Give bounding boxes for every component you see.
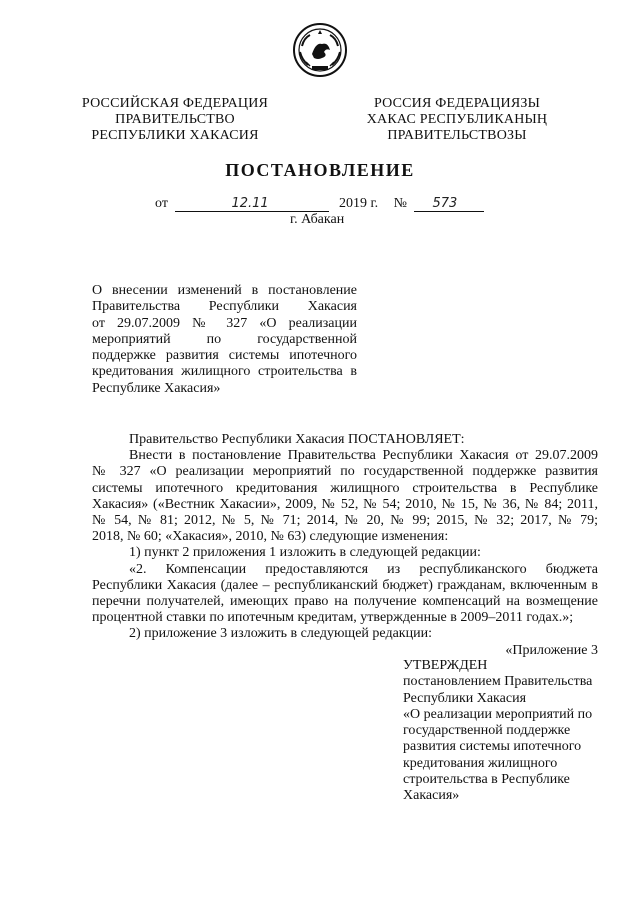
subject-line: поддержке развития системы ипотечного	[92, 348, 357, 364]
from-label: от	[155, 196, 168, 211]
header-left	[80, 96, 270, 144]
document-title: ПОСТАНОВЛЕНИЕ	[225, 160, 415, 180]
subject-line: О внесении изменений в постановление	[92, 283, 357, 298]
header-right-line: ХАКАС РЕСПУБЛИКАНЫҢ	[366, 112, 548, 127]
para2-line: процентной ставки по ипотечным кредитам, утвержденные в 2009–2011 годах.»;	[92, 610, 574, 626]
approval-line: кредитования жилищного	[403, 755, 558, 771]
approval-line: «О реализации мероприятий по	[403, 706, 593, 722]
date-field	[175, 196, 329, 212]
approval-line: Хакасия»	[403, 788, 460, 804]
approval-line: Республики Хакасия	[403, 690, 527, 706]
appendix-label: «Приложение 3	[505, 642, 598, 658]
header-right-line: ПРАВИТЕЛЬСТВОЗЫ	[387, 128, 527, 143]
coat-of-arms-icon	[292, 22, 348, 78]
approval-line: развития системы ипотечного	[403, 739, 582, 755]
approval-block	[403, 658, 603, 805]
approval-line: УТВЕРЖДЕН	[403, 658, 488, 673]
header-left-line: ПРАВИТЕЛЬСТВО	[115, 112, 235, 127]
approval-line: строительства в Республике	[403, 772, 570, 788]
subject-line: мероприятий по государственной	[92, 331, 357, 347]
header-right-line: РОССИЯ ФЕДЕРАЦИЯЗЫ	[373, 96, 541, 111]
para2-line: «2. Компенсации предоставляются из республиканского бюджета	[129, 561, 598, 577]
subject-line: кредитования жилищного строительства в	[92, 364, 357, 380]
decree-line: Правительство Республики Хакасия ПОСТАНОВЛЯЕТ:	[129, 432, 465, 447]
subject-line: Республике Хакасия»	[92, 380, 221, 396]
handwritten-date: 12.11	[231, 196, 269, 211]
subject-line: Правительства Республики Хакасия	[92, 299, 357, 315]
header-right	[362, 96, 552, 144]
number-label: №	[393, 196, 407, 211]
para1-line: № 54, № 81; 2012, № 5, № 71; 2014, № 20, № 99; 2015, № 32; 2017, № 79;	[92, 513, 598, 529]
para1-line: Хакасия» («Вестник Хакасии», 2009, № 52, № 54; 2010, № 15, № 36, № 84; 2011,	[92, 496, 598, 512]
item2-line: 2) приложение 3 изложить в следующей редакции:	[129, 626, 432, 642]
header-left-line: РЕСПУБЛИКИ ХАКАСИЯ	[91, 128, 259, 143]
para1-line: системы ипотечного кредитования жилищного строительства в Республике	[92, 480, 598, 496]
year-label: 2019 г.	[338, 196, 379, 211]
handwritten-number: 573	[432, 196, 458, 211]
para1-line: № 327 «О реализации мероприятий по государственной поддержке развития	[92, 464, 598, 480]
para2-line: Республики Хакасия (далее – республиканский бюджет) гражданам, включенным в	[92, 577, 598, 593]
approval-line: государственной поддержке	[403, 723, 571, 739]
header-left-line: РОССИЙСКАЯ ФЕДЕРАЦИЯ	[81, 96, 269, 111]
subject-line: от 29.07.2009 № 327 «О реализации	[92, 315, 357, 331]
body-text	[92, 432, 598, 659]
para1-line: 2018, № 60; «Хакасия», 2010, № 63) следующие изменения:	[92, 529, 449, 545]
city-label: г. Абакан	[290, 212, 345, 227]
para2-line: перечни получателей, имеющих право на получение компенсаций на возмещение	[92, 594, 598, 610]
subject-block	[92, 283, 357, 397]
number-field	[414, 196, 484, 212]
approval-line: постановлением Правительства	[403, 674, 593, 690]
para1-line: Внести в постановление Правительства Республики Хакасия от 29.07.2009	[129, 448, 598, 464]
item1-line: 1) пункт 2 приложения 1 изложить в следующей редакции:	[129, 545, 481, 561]
